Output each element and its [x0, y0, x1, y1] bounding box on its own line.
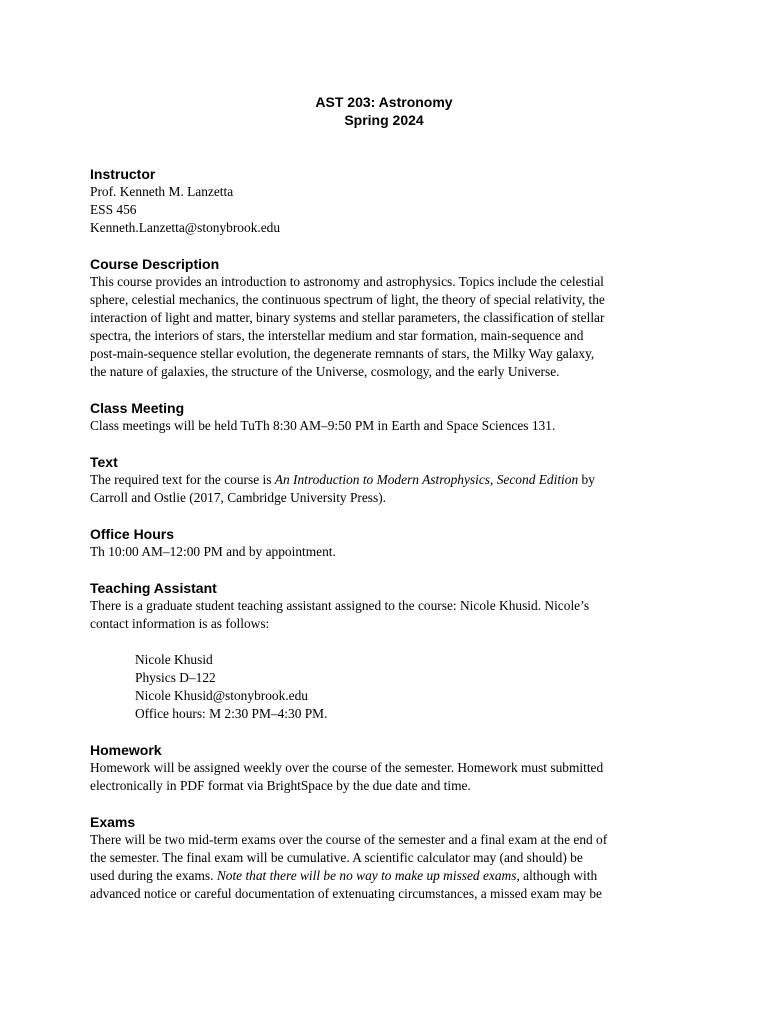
exams-line-4: advanced notice or careful documentation of extenuating circumstances, a missed exam may be [90, 886, 602, 901]
instructor-heading: Instructor [90, 166, 156, 182]
instructor-email: Kenneth.Lanzetta@stonybrook.edu [90, 220, 281, 235]
description-line: sphere, celestial mechanics, the continuous spectrum of light, the theory of special relativity, the [90, 292, 605, 307]
instructor-name: Prof. Kenneth M. Lanzetta [90, 184, 234, 199]
teaching-assistant-section [90, 579, 680, 723]
class-meeting-text: Class meetings will be held TuTh 8:30 AM–9:50 PM in Earth and Space Sciences 131. [90, 418, 556, 433]
homework-line: Homework will be assigned weekly over the course of the semester. Homework must submitted [90, 760, 604, 775]
text-line-1 [90, 471, 680, 489]
description-line: spectra, the interiors of stars, the interstellar medium and star formation, main-sequence and [90, 328, 584, 343]
document-body [90, 165, 680, 921]
instructor-section [90, 165, 680, 237]
text-heading: Text [90, 454, 118, 470]
exams-makeup-note: Note that there will be no way to make up missed exams [216, 868, 517, 883]
course-title: AST 203: Astronomy [315, 94, 453, 110]
document-header [0, 93, 768, 129]
ta-intro-line-1: There is a graduate student teaching assistant assigned to the course: Nicole Khusid. Nicole’s [90, 598, 590, 613]
description-line: the nature of galaxies, the structure of the Universe, cosmology, and the early Universe. [90, 364, 560, 379]
ta-intro-line-2: contact information is as follows: [90, 616, 270, 631]
exams-line-3 [90, 867, 680, 885]
book-title: An Introduction to Modern Astrophysics, Second Edition [274, 472, 579, 487]
ta-email: Nicole Khusid@stonybrook.edu [135, 688, 308, 703]
text-line-1-suffix: by [578, 472, 595, 487]
class-meeting-section [90, 399, 680, 435]
exams-heading: Exams [90, 814, 136, 830]
ta-contact-block [90, 651, 680, 723]
ta-office-hours: Office hours: M 2:30 PM–4:30 PM. [135, 706, 328, 721]
course-description-section [90, 255, 680, 381]
exams-line-1: There will be two mid-term exams over the course of the semester and a final exam at the end of [90, 832, 608, 847]
instructor-office: ESS 456 [90, 202, 137, 217]
class-meeting-heading: Class Meeting [90, 400, 185, 416]
homework-heading: Homework [90, 742, 162, 758]
course-term: Spring 2024 [344, 112, 424, 128]
description-line: post-main-sequence stellar evolution, the degenerate remnants of stars, the Milky Way galaxy, [90, 346, 595, 361]
text-line-1-prefix: The required text for the course is [90, 472, 275, 487]
ta-name: Nicole Khusid [135, 652, 213, 667]
text-section [90, 453, 680, 507]
homework-line: electronically in PDF format via BrightSpace by the due date and time. [90, 778, 471, 793]
course-description-heading: Course Description [90, 256, 220, 272]
exams-line-3-prefix: used during the exams. [90, 868, 217, 883]
exams-section [90, 813, 680, 903]
homework-section [90, 741, 680, 795]
office-hours-text: Th 10:00 AM–12:00 PM and by appointment. [90, 544, 336, 559]
text-line-2: Carroll and Ostlie (2017, Cambridge University Press). [90, 490, 387, 505]
office-hours-heading: Office Hours [90, 526, 175, 542]
ta-office: Physics D–122 [135, 670, 216, 685]
description-line: interaction of light and matter, binary systems and stellar parameters, the classification of stellar [90, 310, 605, 325]
exams-line-2: the semester. The final exam will be cumulative. A scientific calculator may (and should) be [90, 850, 583, 865]
teaching-assistant-heading: Teaching Assistant [90, 580, 217, 596]
exams-line-3-suffix: , although with [516, 868, 598, 883]
office-hours-section [90, 525, 680, 561]
description-line: This course provides an introduction to astronomy and astrophysics. Topics include the celestial [90, 274, 604, 289]
